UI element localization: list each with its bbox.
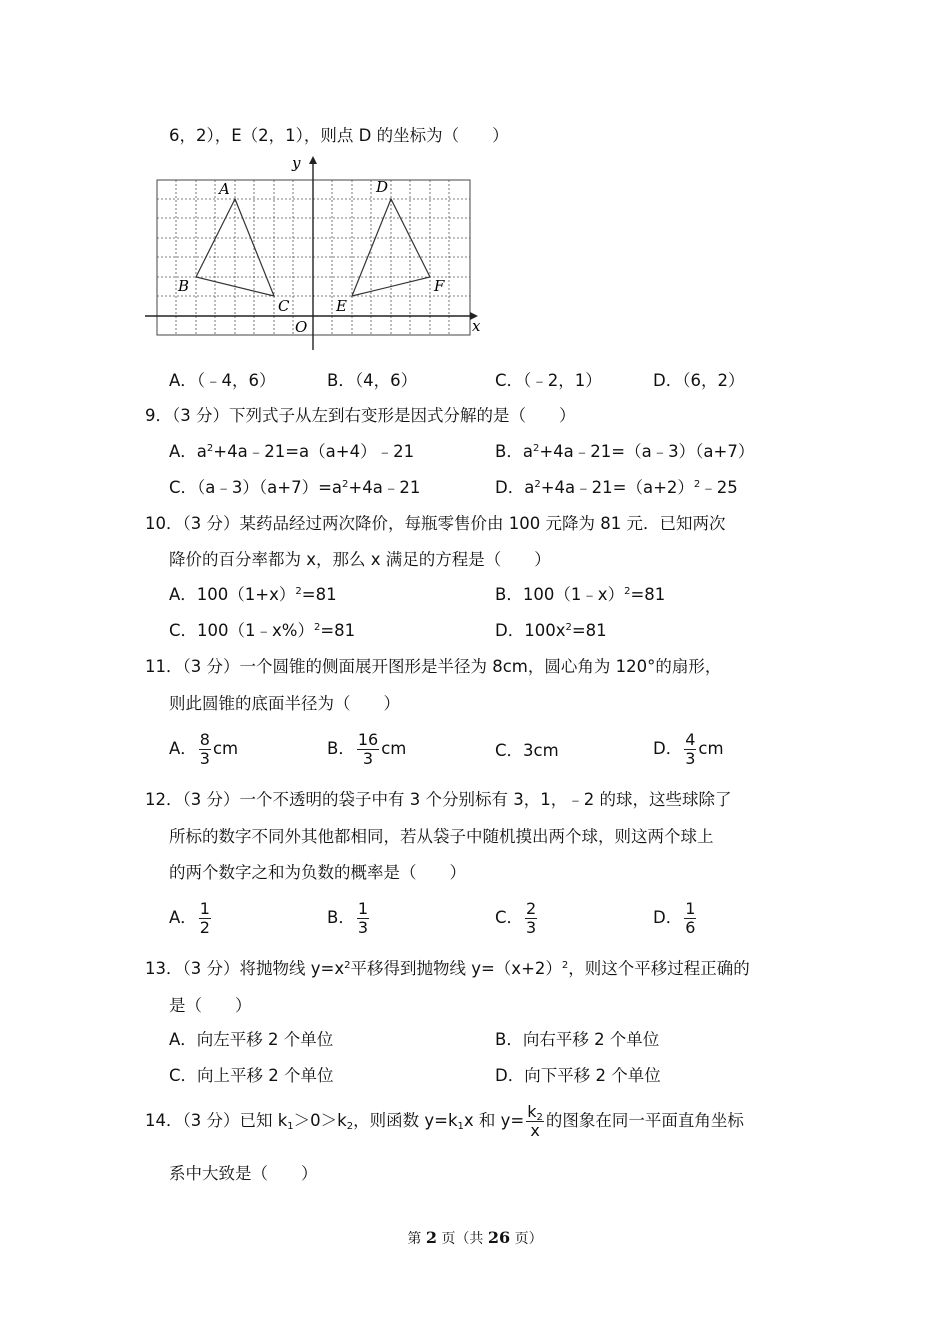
q8-option-b[interactable]: B．（4，6）: [327, 371, 418, 390]
q9-option-b[interactable]: B．$a^2+4a﹣21=(a﹣3)(a+7)$: [495, 442, 755, 461]
q12-option-b[interactable]: B． $\frac{1}{3}$: [327, 899, 369, 937]
q8-option-d[interactable]: D．（6，2）: [653, 371, 745, 390]
q12-stem-line3: 的两个数字之和为负数的概率是（ ）: [169, 863, 466, 882]
q14-stem-line2: 系中大致是（ ）: [169, 1164, 318, 1183]
label-d: D: [376, 178, 389, 196]
q13-option-a[interactable]: A．向左平移 2 个单位: [169, 1030, 334, 1049]
q12-option-a[interactable]: A． $\frac{1}{2}$: [169, 899, 210, 937]
label-c: C: [278, 297, 290, 315]
q11-option-c[interactable]: C．3cm: [495, 741, 559, 760]
coordinate-figure: [140, 150, 490, 355]
page-footer: 第 2 页（共 26 页）: [407, 1228, 543, 1247]
q12-option-c[interactable]: C． $\frac{2}{3}$: [495, 899, 537, 937]
q11-stem-line2: 则此圆锥的底面半径为（ ）: [169, 694, 400, 713]
q9-stem: 9．（3 分）下列式子从左到右变形是因式分解的是（ ）: [145, 406, 576, 425]
fraction: $\frac{2}{3}$: [526, 899, 537, 937]
q11-stem-line1: 11．（3 分）一个圆锥的侧面展开图形是半径为 8cm，圆心角为 120°的扇形，: [145, 657, 722, 676]
q10-stem-line2: 降价的百分率都为 x，那么 x 满足的方程是（ ）: [169, 550, 551, 569]
fraction: $\frac{1}{2}$: [199, 899, 210, 937]
q8-stem-tail: 6，2），E（2，1），则点 D 的坐标为（ ）: [169, 126, 509, 145]
q11-option-d[interactable]: D． $\frac{4}{3}$ cm: [653, 730, 724, 768]
label-o: O: [295, 318, 308, 336]
fraction-k2-over-x: $\frac{k_2}{x}$: [527, 1102, 543, 1140]
q14-stem-line1: 14．（3 分）已知 $k_1>0>k_2$，则函数 $y=k_1x$ 和 y= $\frac{k_2}{x}$ 的图象在同一平面直角坐标: [145, 1102, 744, 1140]
q12-stem-line1: 12．（3 分）一个不透明的袋子中有 3 个分别标有 3，1，﹣2 的球，这些球除了: [145, 790, 732, 809]
q9-option-a[interactable]: A．$a^2+4a﹣21=a(a+4)﹣21$: [169, 442, 415, 461]
fraction: $\frac{4}{3}$: [685, 730, 696, 768]
q10-option-c[interactable]: C．100（1﹣x%）$^2$=81: [169, 621, 356, 640]
label-a: A: [219, 180, 230, 198]
q11-option-b[interactable]: B． $\frac{16}{3}$ cm: [327, 730, 407, 768]
y-axis-arrow-icon: [309, 156, 317, 164]
q12-stem-line2: 所标的数字不同外其他都相同，若从袋子中随机摸出两个球，则这两个球上: [169, 827, 714, 846]
q13-option-c[interactable]: C．向上平移 2 个单位: [169, 1066, 334, 1085]
q9-option-d[interactable]: D．$a^2+4a﹣21=(a+2)^2﹣25$: [495, 478, 738, 497]
q13-option-d[interactable]: D．向下平移 2 个单位: [495, 1066, 661, 1085]
fraction: $\frac{1}{6}$: [685, 899, 696, 937]
q8-option-c[interactable]: C．（﹣2，1）: [495, 371, 602, 390]
label-y: y: [292, 154, 301, 172]
label-x: x: [472, 317, 481, 335]
q11-option-a[interactable]: A． $\frac{8}{3}$ cm: [169, 730, 239, 768]
label-b: B: [178, 277, 190, 295]
fraction: $\frac{1}{3}$: [357, 899, 369, 937]
label-e: E: [336, 297, 347, 315]
q12-option-d[interactable]: D． $\frac{1}{6}$: [653, 899, 696, 937]
fraction: $\frac{8}{3}$: [199, 730, 210, 768]
q10-option-a[interactable]: A．$100(1+x)^2=81$: [169, 585, 337, 604]
q8-option-a[interactable]: A．（﹣4，6）: [169, 371, 276, 390]
q13-stem-line1: 13．（3 分）将抛物线 $y=x^2$平移得到抛物线 $y=(x+2)^2$，则这个平移过程正确的: [145, 959, 750, 978]
q10-option-d[interactable]: D．$100x^2=81$: [495, 621, 607, 640]
q13-option-b[interactable]: B．向右平移 2 个单位: [495, 1030, 660, 1049]
q10-stem-line1: 10．（3 分）某药品经过两次降价，每瓶零售价由 100 元降为 81 元．已知两次: [145, 514, 726, 533]
label-f: F: [434, 277, 445, 295]
fraction: $\frac{16}{3}$: [357, 730, 379, 768]
q9-option-c[interactable]: C．$(a﹣3)(a+7)=a^2+4a﹣21$: [169, 478, 421, 497]
q10-option-b[interactable]: B．100（1﹣x）$^2$=81: [495, 585, 666, 604]
q13-stem-line2: 是（ ）: [169, 996, 252, 1015]
